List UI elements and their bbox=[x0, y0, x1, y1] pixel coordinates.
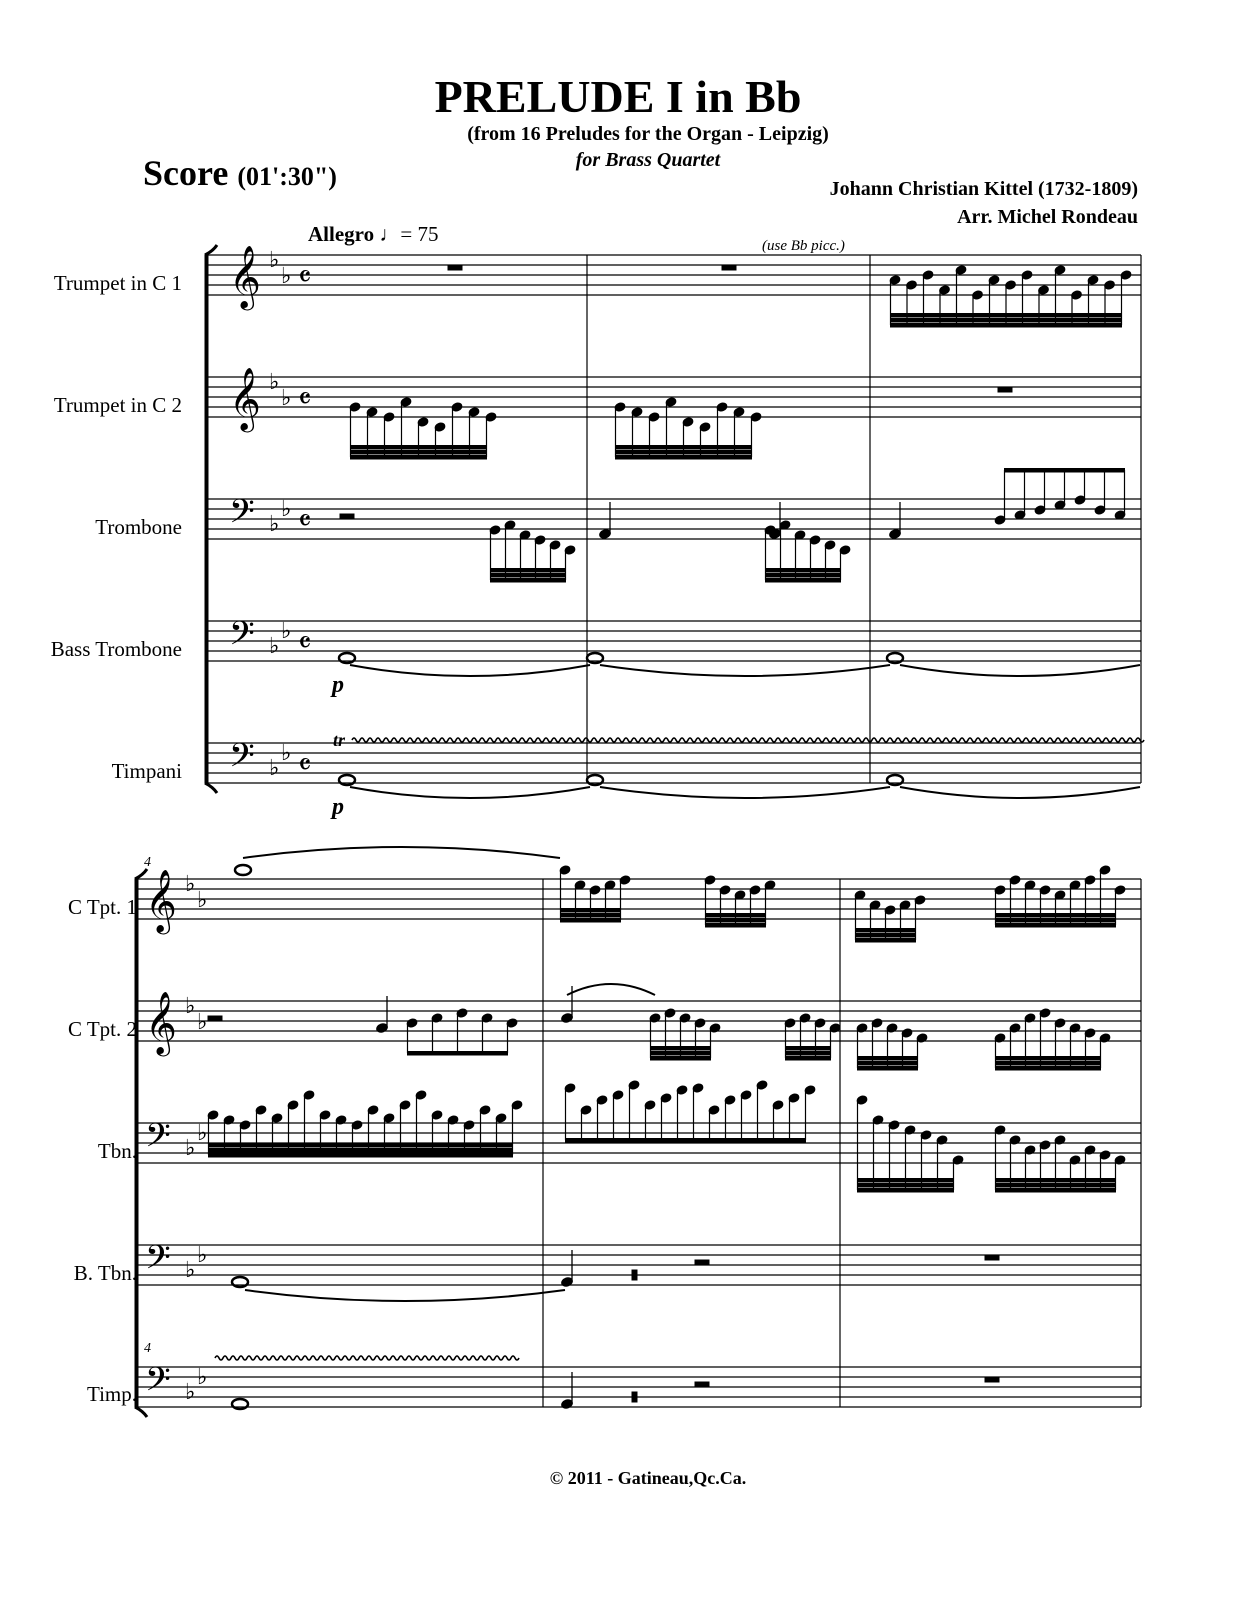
beam bbox=[766, 569, 841, 573]
beam bbox=[996, 1062, 1101, 1066]
instrument-label-trumpet1: Trumpet in C 1 bbox=[53, 271, 182, 295]
flat-icon: ♭ bbox=[281, 264, 292, 289]
beam bbox=[858, 1062, 918, 1066]
beam bbox=[351, 451, 487, 455]
beam bbox=[996, 1179, 1116, 1183]
common-time-icon: 𝄴 bbox=[298, 382, 312, 417]
measure-number: 4 bbox=[144, 855, 151, 870]
beam bbox=[786, 1047, 831, 1051]
beam bbox=[856, 934, 916, 938]
copyright-footer: © 2011 - Gatineau,Qc.Ca. bbox=[549, 1468, 747, 1488]
trill-line bbox=[352, 738, 1144, 742]
beam bbox=[408, 1052, 508, 1056]
tie bbox=[900, 787, 1140, 798]
bracket-hook bbox=[135, 1407, 147, 1417]
beam bbox=[651, 1047, 711, 1051]
beam bbox=[209, 1154, 513, 1158]
trill-mark: tr bbox=[333, 730, 346, 750]
whole-rest bbox=[722, 265, 736, 270]
beam bbox=[561, 909, 621, 913]
beam bbox=[561, 919, 621, 923]
flat-icon: ♭ bbox=[185, 872, 196, 897]
beam bbox=[706, 924, 766, 928]
treble-clef-icon: 𝄞 bbox=[229, 245, 261, 308]
tempo-bpm: = 75 bbox=[400, 222, 439, 246]
subtitle: (from 16 Preludes for the Organ - Leipzig) bbox=[467, 123, 829, 145]
beam bbox=[786, 1057, 831, 1061]
flat-icon: ♭ bbox=[269, 248, 280, 273]
beam bbox=[706, 914, 766, 918]
duration: (01':30") bbox=[237, 162, 337, 191]
flat-icon: ♭ bbox=[185, 994, 196, 1019]
flat-icon: ♭ bbox=[197, 888, 208, 913]
common-time-icon: 𝄴 bbox=[298, 748, 312, 783]
notes bbox=[135, 245, 1144, 1417]
beam bbox=[996, 919, 1116, 923]
beam bbox=[856, 939, 916, 943]
flat-icon: ♭ bbox=[197, 1010, 208, 1035]
half-rest bbox=[340, 514, 354, 519]
whole-rest bbox=[998, 387, 1012, 392]
instrument-label-trumpet2: Trumpet in C 2 bbox=[53, 393, 182, 417]
beam bbox=[561, 914, 621, 918]
whole-rest bbox=[448, 265, 462, 270]
beam bbox=[209, 1149, 513, 1153]
beam bbox=[996, 924, 1116, 928]
beam bbox=[858, 1189, 954, 1193]
beam bbox=[766, 579, 841, 583]
flat-icon: ♭ bbox=[197, 1243, 208, 1268]
flat-icon: ♭ bbox=[281, 497, 292, 522]
beam bbox=[858, 1179, 954, 1183]
bass-clef-icon: 𝄢 bbox=[145, 1239, 171, 1285]
score-word: Score bbox=[143, 153, 229, 193]
whole-rest bbox=[985, 1377, 999, 1382]
instrument-label-bass-trombone: Bass Trombone bbox=[50, 637, 182, 661]
flat-icon: ♭ bbox=[185, 1380, 196, 1405]
tie bbox=[600, 787, 890, 798]
composer: Johann Christian Kittel (1732-1809) bbox=[829, 178, 1138, 200]
flat-icon: ♭ bbox=[281, 619, 292, 644]
flat-icon: ♭ bbox=[197, 1365, 208, 1390]
bass-clef-icon: 𝄢 bbox=[229, 737, 255, 783]
picc-annotation: (use Bb picc.) bbox=[762, 238, 845, 254]
flat-icon: ♭ bbox=[281, 386, 292, 411]
beam bbox=[616, 446, 752, 450]
instrumentation: for Brass Quartet bbox=[575, 149, 721, 171]
beam bbox=[766, 574, 841, 578]
flat-icon: ♭ bbox=[269, 756, 280, 781]
beam bbox=[858, 1067, 918, 1071]
beam bbox=[891, 324, 1122, 328]
beam bbox=[616, 456, 752, 460]
treble-clef-icon: 𝄞 bbox=[145, 869, 177, 932]
beam bbox=[651, 1057, 711, 1061]
beam bbox=[996, 1057, 1101, 1061]
flat-icon: ♭ bbox=[269, 634, 280, 659]
bass-clef-icon: 𝄢 bbox=[229, 493, 255, 539]
trill-line bbox=[215, 1356, 519, 1360]
tie bbox=[350, 787, 590, 798]
beam bbox=[566, 1139, 806, 1143]
half-rest bbox=[695, 1260, 709, 1265]
whole-note bbox=[235, 865, 251, 875]
page-title: PRELUDE I in Bb bbox=[434, 71, 802, 122]
instrument-label-timpani: Timpani bbox=[111, 759, 182, 783]
treble-clef-icon: 𝄞 bbox=[145, 991, 177, 1054]
beam bbox=[616, 451, 752, 455]
whole-rest bbox=[985, 1255, 999, 1260]
beam bbox=[491, 569, 566, 573]
arranger: Arr. Michel Rondeau bbox=[957, 206, 1138, 228]
beam bbox=[856, 929, 916, 933]
flat-icon: ♭ bbox=[185, 1258, 196, 1283]
beam bbox=[1005, 469, 1125, 473]
tie bbox=[567, 984, 655, 995]
common-time-icon: 𝄴 bbox=[298, 504, 312, 539]
flat-icon: ♭ bbox=[197, 1121, 208, 1146]
bass-clef-icon: 𝄢 bbox=[145, 1117, 171, 1163]
flat-icon: ♭ bbox=[281, 741, 292, 766]
bass-clef-icon: 𝄢 bbox=[145, 1361, 171, 1407]
timp-measure-number: 4 bbox=[144, 1341, 151, 1356]
half-rest bbox=[208, 1016, 222, 1021]
common-time-icon: 𝄴 bbox=[298, 260, 312, 295]
beam bbox=[706, 919, 766, 923]
beam bbox=[858, 1184, 954, 1188]
instrument-label-timp: Timp. bbox=[86, 1382, 137, 1406]
tie bbox=[245, 1290, 565, 1301]
beam bbox=[351, 456, 487, 460]
dynamic-p-btbn: p bbox=[332, 672, 344, 698]
beam bbox=[651, 1052, 711, 1056]
flat-icon: ♭ bbox=[269, 370, 280, 395]
tempo-word: Allegro bbox=[308, 222, 375, 246]
dynamic-p-timp: p bbox=[332, 794, 344, 820]
beam bbox=[996, 1184, 1116, 1188]
bass-clef-icon: 𝄢 bbox=[229, 615, 255, 661]
instrument-label-c-tpt2: C Tpt. 2 bbox=[67, 1017, 137, 1041]
bracket-hook bbox=[205, 783, 217, 793]
instrument-label-b-tbn: B. Tbn. bbox=[73, 1261, 137, 1285]
beam bbox=[996, 1067, 1101, 1071]
beam bbox=[209, 1144, 513, 1148]
tie bbox=[350, 665, 590, 676]
beam bbox=[891, 314, 1122, 318]
common-time-icon: 𝄴 bbox=[298, 626, 312, 661]
flat-icon: ♭ bbox=[269, 512, 280, 537]
instrument-label-trombone: Trombone bbox=[95, 515, 182, 539]
staves bbox=[135, 255, 1141, 1407]
treble-clef-icon: 𝄞 bbox=[229, 367, 261, 430]
quarter-rest bbox=[632, 1270, 637, 1280]
flat-icon: ♭ bbox=[185, 1136, 196, 1161]
beam bbox=[491, 579, 566, 583]
instrument-label-tbn: Tbn. bbox=[97, 1139, 137, 1163]
quarter-note-icon: ♩ bbox=[379, 222, 401, 246]
half-rest bbox=[695, 1382, 709, 1387]
tie bbox=[900, 665, 1140, 676]
instrument-label-c-tpt1: C Tpt. 1 bbox=[67, 895, 137, 919]
system-bracket bbox=[205, 255, 208, 783]
beam bbox=[351, 446, 487, 450]
beam bbox=[891, 319, 1122, 323]
quarter-rest bbox=[632, 1392, 637, 1402]
beam bbox=[858, 1057, 918, 1061]
tie bbox=[600, 665, 890, 676]
bracket-hook bbox=[205, 245, 217, 255]
beam bbox=[491, 574, 566, 578]
tie bbox=[243, 847, 560, 858]
beam bbox=[996, 1189, 1116, 1193]
beam bbox=[996, 914, 1116, 918]
beam bbox=[786, 1052, 831, 1056]
